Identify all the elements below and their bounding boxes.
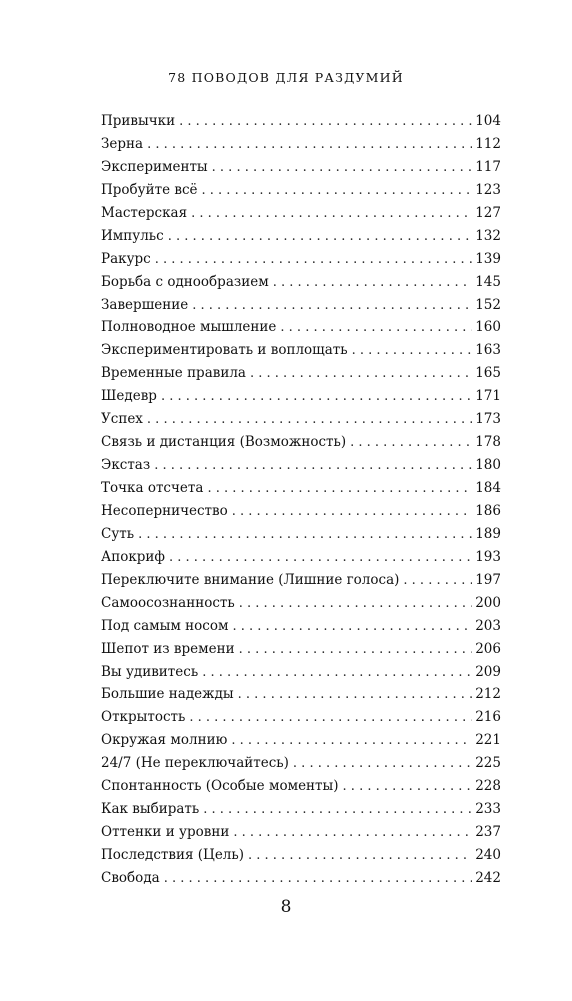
toc-entry-page: 165 bbox=[475, 365, 501, 382]
toc-dot-leader bbox=[179, 111, 472, 134]
toc-dot-leader bbox=[239, 639, 473, 662]
table-of-contents bbox=[101, 110, 501, 890]
toc-entry-title: Как выбирать bbox=[101, 801, 200, 818]
toc-entry bbox=[101, 294, 501, 317]
toc-dot-leader bbox=[192, 295, 472, 318]
toc-entry-page: 145 bbox=[475, 273, 501, 290]
toc-entry bbox=[101, 500, 501, 523]
toc-entry-page: 193 bbox=[475, 548, 501, 565]
toc-entry-title: Пробуйте всё bbox=[101, 181, 198, 198]
toc-entry-page: 228 bbox=[475, 778, 501, 795]
toc-entry bbox=[101, 729, 501, 752]
toc-dot-leader bbox=[202, 662, 472, 685]
toc-entry-page: 233 bbox=[475, 801, 501, 818]
toc-dot-leader bbox=[238, 684, 473, 707]
toc-entry-title: Шепот из времени bbox=[101, 640, 235, 657]
toc-entry bbox=[101, 431, 501, 454]
toc-entry-title: Экспериментировать и воплощать bbox=[101, 342, 348, 359]
running-header: 78 ПОВОДОВ ДЛЯ РАЗДУМИЙ bbox=[168, 70, 404, 85]
toc-entry-title: Под самым носом bbox=[101, 617, 229, 634]
toc-dot-leader bbox=[233, 822, 472, 845]
toc-entry-title: Оттенки и уровни bbox=[101, 824, 230, 841]
toc-entry bbox=[101, 638, 501, 661]
toc-dot-leader bbox=[231, 730, 472, 753]
toc-dot-leader bbox=[189, 707, 472, 730]
toc-entry bbox=[101, 385, 501, 408]
toc-dot-leader bbox=[191, 203, 472, 226]
toc-entry bbox=[101, 316, 501, 339]
toc-entry-title: Переключите внимание (Лишние голоса) bbox=[101, 571, 400, 588]
toc-entry-title: Окружая молнию bbox=[101, 732, 228, 749]
toc-entry-title: Шедевр bbox=[101, 388, 157, 405]
toc-entry bbox=[101, 775, 501, 798]
toc-dot-leader bbox=[161, 386, 472, 409]
toc-entry bbox=[101, 752, 501, 775]
toc-entry-page: 139 bbox=[475, 250, 501, 267]
toc-entry-page: 221 bbox=[475, 732, 501, 749]
toc-entry-title: Экстаз bbox=[101, 457, 151, 474]
toc-dot-leader bbox=[202, 180, 473, 203]
toc-entry bbox=[101, 546, 501, 569]
toc-entry-page: 171 bbox=[475, 388, 501, 405]
toc-entry-title: Завершение bbox=[101, 296, 189, 313]
toc-entry-page: 180 bbox=[475, 457, 501, 474]
toc-dot-leader bbox=[207, 478, 472, 501]
toc-entry bbox=[101, 867, 501, 890]
toc-entry bbox=[101, 271, 501, 294]
toc-entry-title: Спонтанность (Особые моменты) bbox=[101, 778, 339, 795]
toc-entry bbox=[101, 592, 501, 615]
toc-entry-page: 173 bbox=[475, 411, 501, 428]
toc-entry-title: Свобода bbox=[101, 869, 160, 886]
toc-entry bbox=[101, 339, 501, 362]
toc-entry-title: Большие надежды bbox=[101, 686, 234, 703]
toc-entry bbox=[101, 706, 501, 729]
toc-entry-page: 212 bbox=[475, 686, 501, 703]
toc-entry-page: 225 bbox=[475, 755, 501, 772]
toc-entry-page: 117 bbox=[475, 158, 501, 175]
toc-dot-leader bbox=[232, 501, 472, 524]
toc-entry bbox=[101, 225, 501, 248]
toc-entry bbox=[101, 821, 501, 844]
toc-dot-leader bbox=[293, 753, 472, 776]
toc-dot-leader bbox=[147, 409, 472, 432]
toc-entry-title: Ракурс bbox=[101, 250, 151, 267]
toc-entry bbox=[101, 523, 501, 546]
toc-dot-leader bbox=[273, 272, 472, 295]
toc-entry-title: Самоосознанность bbox=[101, 594, 235, 611]
toc-entry bbox=[101, 683, 501, 706]
toc-entry bbox=[101, 156, 501, 179]
toc-entry-page: 127 bbox=[475, 204, 501, 221]
page-number: 8 bbox=[280, 897, 292, 917]
toc-entry-page: 237 bbox=[475, 824, 501, 841]
toc-dot-leader bbox=[352, 340, 473, 363]
toc-dot-leader bbox=[168, 226, 473, 249]
toc-entry-page: 104 bbox=[475, 113, 501, 129]
toc-dot-leader bbox=[343, 776, 473, 799]
toc-entry-page: 206 bbox=[475, 640, 501, 657]
toc-dot-leader bbox=[232, 616, 472, 639]
toc-entry-title: Мастерская bbox=[101, 204, 188, 221]
toc-dot-leader bbox=[250, 363, 472, 386]
toc-entry-title: Связь и дистанция (Возможность) bbox=[101, 434, 347, 451]
toc-entry bbox=[101, 408, 501, 431]
toc-entry bbox=[101, 477, 501, 500]
toc-entry-page: 160 bbox=[475, 319, 501, 336]
toc-dot-leader bbox=[154, 455, 472, 478]
toc-entry bbox=[101, 179, 501, 202]
toc-entry bbox=[101, 615, 501, 638]
toc-entry-title: Борьба с однообразием bbox=[101, 273, 269, 290]
toc-entry-page: 123 bbox=[475, 181, 501, 198]
toc-dot-leader bbox=[164, 868, 473, 891]
toc-entry bbox=[101, 110, 501, 133]
toc-entry-title: Вы удивитесь bbox=[101, 663, 199, 680]
toc-entry bbox=[101, 569, 501, 592]
toc-entry bbox=[101, 844, 501, 867]
toc-dot-leader bbox=[203, 799, 472, 822]
toc-entry-title: Временные правила bbox=[101, 365, 246, 382]
toc-entry-page: 209 bbox=[475, 663, 501, 680]
toc-entry bbox=[101, 362, 501, 385]
toc-dot-leader bbox=[169, 547, 472, 570]
toc-dot-leader bbox=[212, 157, 473, 180]
toc-entry-page: 203 bbox=[475, 617, 501, 634]
toc-entry-page: 197 bbox=[475, 571, 501, 588]
toc-entry-page: 216 bbox=[475, 709, 501, 726]
toc-entry-page: 152 bbox=[475, 296, 501, 313]
toc-entry-title: Открытость bbox=[101, 709, 186, 726]
toc-entry-title: Зерна bbox=[101, 135, 144, 152]
toc-entry-page: 189 bbox=[475, 525, 501, 542]
toc-entry-title: 24/7 (Не переключайтесь) bbox=[101, 755, 289, 772]
toc-entry-title: Несоперничество bbox=[101, 502, 228, 519]
toc-dot-leader bbox=[155, 249, 473, 272]
toc-entry-title: Привычки bbox=[101, 113, 176, 129]
toc-dot-leader bbox=[138, 524, 472, 547]
toc-dot-leader bbox=[403, 570, 472, 593]
toc-entry-title: Точка отсчета bbox=[101, 480, 204, 496]
toc-dot-leader bbox=[248, 845, 472, 868]
toc-entry-title: Импульс bbox=[101, 227, 164, 244]
toc-entry-page: 186 bbox=[475, 502, 501, 519]
toc-entry-page: 112 bbox=[475, 135, 501, 152]
toc-entry-title: Апокриф bbox=[101, 548, 165, 565]
toc-entry bbox=[101, 133, 501, 156]
toc-entry-page: 132 bbox=[475, 227, 501, 244]
toc-entry-title: Полноводное мышление bbox=[101, 319, 277, 336]
toc-entry bbox=[101, 202, 501, 225]
toc-entry-page: 178 bbox=[475, 434, 501, 451]
toc-entry bbox=[101, 454, 501, 477]
toc-entry bbox=[101, 661, 501, 684]
toc-entry-page: 163 bbox=[475, 342, 501, 359]
toc-entry-page: 200 bbox=[475, 594, 501, 611]
toc-entry bbox=[101, 798, 501, 821]
toc-dot-leader bbox=[239, 593, 472, 616]
toc-entry-page: 240 bbox=[475, 847, 501, 863]
toc-entry-title: Успех bbox=[101, 411, 143, 428]
toc-dot-leader bbox=[350, 432, 472, 455]
toc-entry-title: Последствия (Цель) bbox=[101, 847, 244, 863]
toc-entry-title: Эксперименты bbox=[101, 158, 208, 175]
toc-entry-title: Суть bbox=[101, 525, 135, 542]
toc-entry-page: 242 bbox=[475, 869, 501, 886]
toc-entry bbox=[101, 248, 501, 271]
toc-dot-leader bbox=[280, 317, 472, 340]
toc-entry-page: 184 bbox=[475, 480, 501, 496]
toc-dot-leader bbox=[147, 134, 472, 157]
